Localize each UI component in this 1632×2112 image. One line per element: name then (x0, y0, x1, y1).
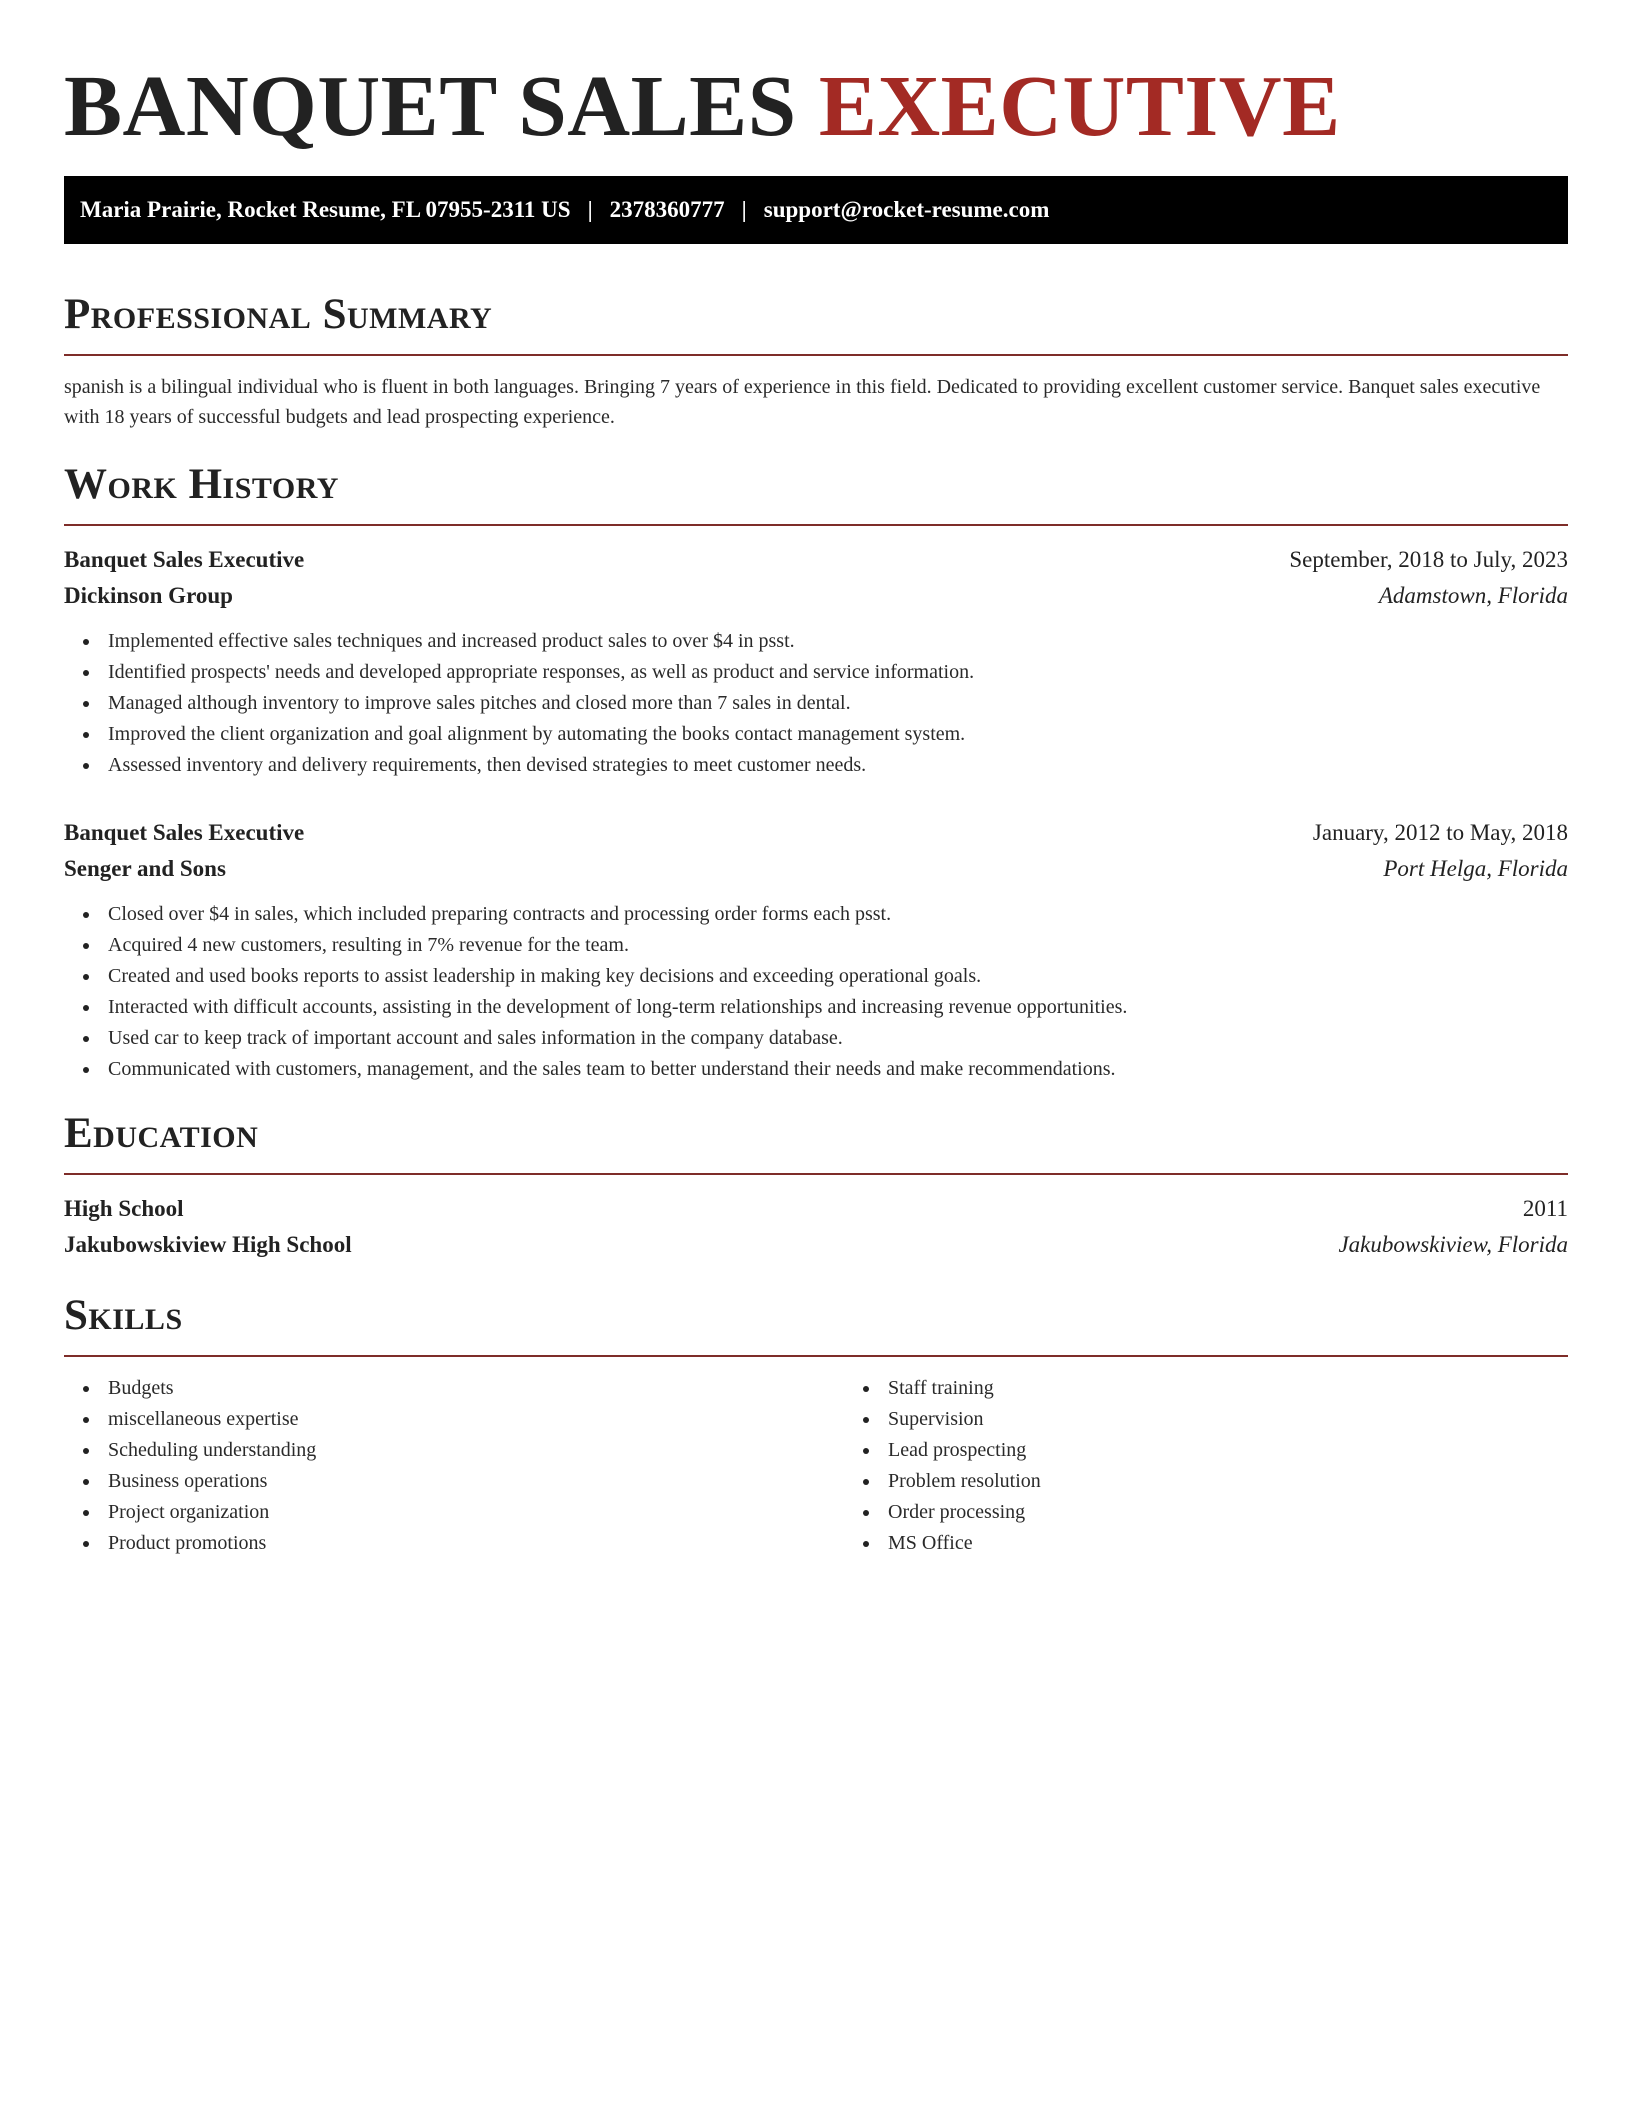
skill-item: MS Office (888, 1528, 1041, 1559)
job-bullet: Created and used books reports to assist leadership in making key decisions and exceeding operational goals. (108, 961, 1568, 992)
title-accent: EXECUTIVE (818, 57, 1341, 154)
section-divider (64, 1173, 1568, 1175)
education-year: 2011 (1522, 1196, 1568, 1221)
job-location: Port Helga, Florida (1383, 856, 1568, 881)
skill-item: Product promotions (108, 1528, 844, 1559)
skill-item: Supervision (888, 1404, 1041, 1435)
education-school: Jakubowskiview High School (64, 1232, 352, 1257)
job-entry (64, 815, 1568, 1085)
job-dates: January, 2012 to May, 2018 (1312, 820, 1568, 845)
section-divider (64, 524, 1568, 526)
job-location: Adamstown, Florida (1378, 583, 1568, 608)
education-header-row (64, 1191, 1568, 1227)
job-title: Banquet Sales Executive (64, 820, 305, 845)
skills-list-right (844, 1373, 1041, 1559)
skill-item: Business operations (108, 1466, 844, 1497)
skill-item: Order processing (888, 1497, 1041, 1528)
skill-item: Problem resolution (888, 1466, 1041, 1497)
section-heading-education: Education (64, 1110, 259, 1157)
job-bullet: Closed over $4 in sales, which included preparing contracts and processing order forms each psst. (108, 899, 1568, 930)
skills-grid (64, 1373, 1568, 1559)
job-bullet-list (64, 626, 1568, 781)
job-header-row (64, 815, 1568, 851)
skill-item: Lead prospecting (888, 1435, 1041, 1466)
contact-address: Maria Prairie, Rocket Resume, FL 07955-2311 US (80, 197, 571, 222)
section-heading-work-history: Work History (64, 461, 339, 508)
skill-item: miscellaneous expertise (108, 1404, 844, 1435)
job-company-row (64, 851, 1568, 887)
section-divider (64, 354, 1568, 356)
job-bullet: Implemented effective sales techniques and increased product sales to over $4 in psst. (108, 626, 1568, 657)
job-bullet: Assessed inventory and delivery requirements, then devised strategies to meet customer needs. (108, 750, 1568, 781)
education-school-row (64, 1227, 1568, 1263)
education-entry (64, 1191, 1568, 1263)
job-bullet: Communicated with customers, management, and the sales team to better understand their needs and make recommendations. (108, 1054, 1568, 1085)
job-bullet: Used car to keep track of important account and sales information in the company database. (108, 1023, 1568, 1054)
job-title: Banquet Sales Executive (64, 547, 305, 572)
contact-bar (64, 176, 1568, 244)
summary-text: spanish is a bilingual individual who is fluent in both languages. Bringing 7 years of experience in this field. Dedicated to providing excellent customer service. Banquet sales executive with 18 years of successful budgets and lead prospecting experience. (64, 376, 1541, 428)
contact-separator: | (587, 197, 593, 222)
skill-item: Budgets (108, 1373, 844, 1404)
job-header-row (64, 542, 1568, 578)
contact-separator: | (741, 197, 747, 222)
contact-email: support@rocket-resume.com (763, 197, 1050, 222)
section-heading-summary: Professional Summary (64, 291, 493, 338)
skills-list-left (64, 1373, 844, 1559)
job-bullet-list (64, 899, 1568, 1085)
job-bullet: Improved the client organization and goal alignment by automating the books contact management system. (108, 719, 1568, 750)
job-bullet: Interacted with difficult accounts, assisting in the development of long-term relationships and increasing revenue opportunities. (108, 992, 1568, 1023)
section-heading-skills: Skills (64, 1292, 183, 1339)
education-location: Jakubowskiview, Florida (1338, 1232, 1568, 1257)
section-divider (64, 1355, 1568, 1357)
job-company: Dickinson Group (64, 583, 233, 608)
job-company: Senger and Sons (64, 856, 226, 881)
education-degree: High School (64, 1196, 184, 1221)
job-entry (64, 542, 1568, 781)
contact-phone: 2378360777 (609, 197, 725, 222)
skill-item: Project organization (108, 1497, 844, 1528)
job-bullet: Managed although inventory to improve sales pitches and closed more than 7 sales in dental. (108, 688, 1568, 719)
job-company-row (64, 578, 1568, 614)
job-bullet: Identified prospects' needs and developed appropriate responses, as well as product and service information. (108, 657, 1568, 688)
job-dates: September, 2018 to July, 2023 (1289, 547, 1568, 572)
job-bullet: Acquired 4 new customers, resulting in 7% revenue for the team. (108, 930, 1568, 961)
resume-title (64, 56, 1568, 156)
title-main: BANQUET SALES (64, 57, 797, 154)
skill-item: Scheduling understanding (108, 1435, 844, 1466)
skill-item: Staff training (888, 1373, 1041, 1404)
